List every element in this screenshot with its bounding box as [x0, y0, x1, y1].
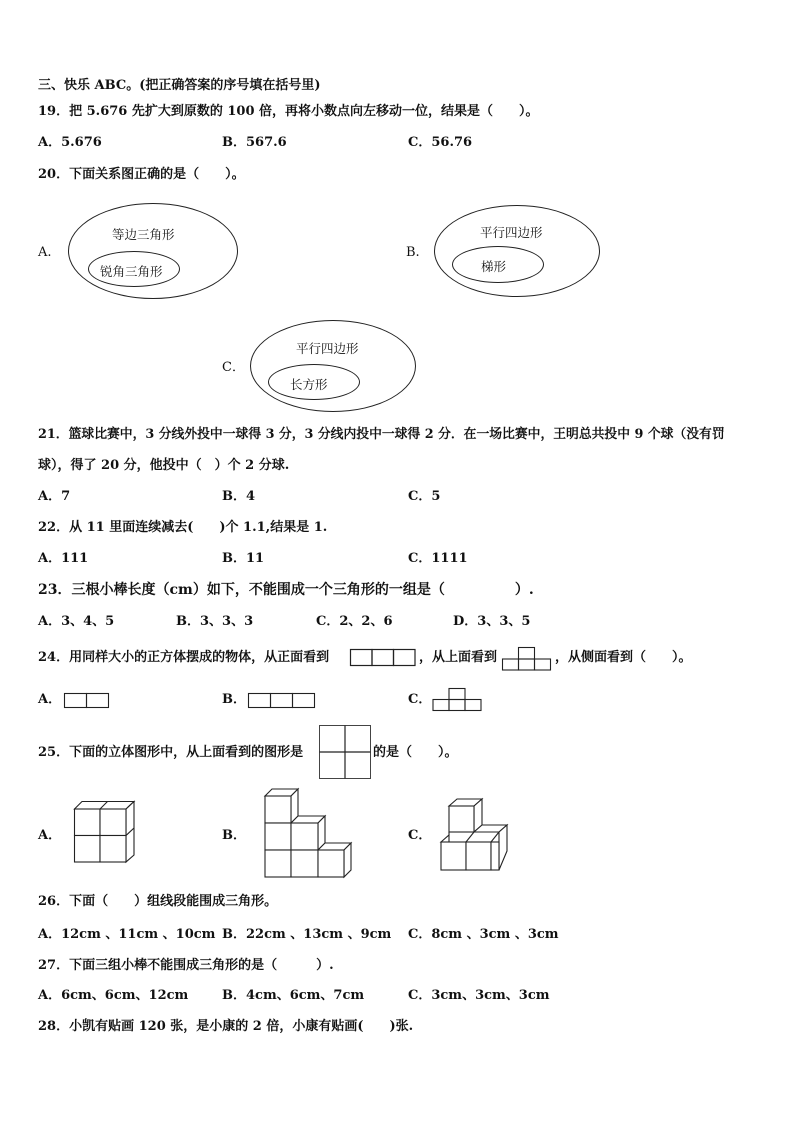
- q26-stem: 26．下面（ ）组线段能围成三角形。: [38, 894, 278, 909]
- q24-option-b-label: B．: [222, 692, 246, 707]
- q19-stem: 19．把 5.676 先扩大到原数的 100 倍，再将小数点向左移动一位，结果是（ ）。: [38, 104, 539, 119]
- q19-option-b: B．567.6: [222, 135, 287, 150]
- q20-stem: 20．下面关系图正确的是（ ）。: [38, 167, 245, 182]
- q26-option-b: B．22cm 、13cm 、9cm: [222, 927, 392, 942]
- section-title: 三、快乐 ABC。(把正确答案的序号填在括号里): [38, 78, 321, 93]
- q28-stem: 28．小凯有贴画 120 张，是小康的 2 倍，小康有贴画( )张.: [38, 1019, 414, 1034]
- q24-option-c-label: C．: [408, 692, 432, 707]
- q20-option-b-label: B.: [406, 245, 420, 260]
- q23-stem: 23．三根小棒长度（cm）如下，不能围成一个三角形的一组是（ ）.: [38, 582, 534, 598]
- q20-option-c-label: C．: [222, 360, 245, 375]
- q23-option-d: D．3、3、5: [453, 614, 531, 629]
- q24-front-view-figure: [350, 649, 416, 667]
- q20-b-outer-label: 平行四边形: [480, 225, 543, 240]
- q25-option-b-figure: [264, 788, 354, 880]
- q24-stem-part1: 24．用同样大小的正方体摆成的物体，从正面看到: [38, 650, 330, 665]
- q25-option-c-label: C．: [408, 828, 432, 843]
- q19-option-c: C．56.76: [408, 135, 473, 150]
- q24-top-view-figure: [502, 647, 552, 671]
- q24-option-b-figure: [248, 693, 316, 709]
- q27-stem: 27．下面三组小棒不能围成三角形的是（ ）.: [38, 958, 334, 973]
- q20-option-a-label: A.: [38, 245, 52, 260]
- q25-top-view-figure: [319, 725, 371, 779]
- q24-option-a-label: A．: [38, 692, 62, 707]
- q27-option-c: C．3cm、3cm、3cm: [408, 988, 550, 1003]
- q22-option-a: A．111: [38, 551, 89, 566]
- q25-stem-part2: 的是（ ）。: [373, 745, 458, 760]
- q24-stem-part3: ，从侧面看到（ ）。: [555, 650, 692, 665]
- q20-a-outer-label: 等边三角形: [112, 227, 175, 242]
- q25-option-a-label: A．: [38, 828, 62, 843]
- q24-option-a-figure: [64, 693, 110, 709]
- q20-a-inner-label: 锐角三角形: [100, 264, 163, 279]
- q26-option-a: A．12cm 、11cm 、10cm: [38, 927, 216, 942]
- q27-option-a: A．6cm、6cm、12cm: [38, 988, 189, 1003]
- q25-stem-part1: 25．下面的立体图形中，从上面看到的图形是: [38, 745, 304, 760]
- q20-c-outer-label: 平行四边形: [296, 341, 359, 356]
- q25-option-c-figure: [440, 798, 510, 872]
- q27-option-b: B．4cm、6cm、7cm: [222, 988, 365, 1003]
- q22-option-b: B．11: [222, 551, 265, 566]
- q23-option-b: B．3、3、3: [176, 614, 254, 629]
- q22-option-c: C．1111: [408, 551, 468, 566]
- q25-option-a-figure: [74, 801, 136, 863]
- q24-option-c-figure: [432, 688, 484, 712]
- q23-option-c: C．2、2、6: [316, 614, 393, 629]
- q21-stem-line2: 球），得了 20 分，他投中（ ）个 2 分球.: [38, 458, 290, 473]
- q20-c-inner-label: 长方形: [290, 377, 328, 392]
- q21-stem-line1: 21．篮球比赛中，3 分线外投中一球得 3 分，3 分线内投中一球得 2 分．在一场比赛中，王明总共投中 9 个球（没有罚: [38, 427, 725, 442]
- q21-option-b: B．4: [222, 489, 256, 504]
- q23-option-a: A．3、4、5: [38, 614, 115, 629]
- q21-option-c: C．5: [408, 489, 441, 504]
- q19-option-a: A．5.676: [38, 135, 102, 150]
- q22-stem: 22．从 11 里面连续减去( )个 1.1,结果是 1.: [38, 520, 328, 535]
- q25-option-b-label: B．: [222, 828, 246, 843]
- q26-option-c: C．8cm 、3cm 、3cm: [408, 927, 559, 942]
- q24-stem-part2: ，从上面看到: [419, 650, 498, 665]
- q21-option-a: A．7: [38, 489, 71, 504]
- q20-b-inner-label: 梯形: [481, 259, 507, 274]
